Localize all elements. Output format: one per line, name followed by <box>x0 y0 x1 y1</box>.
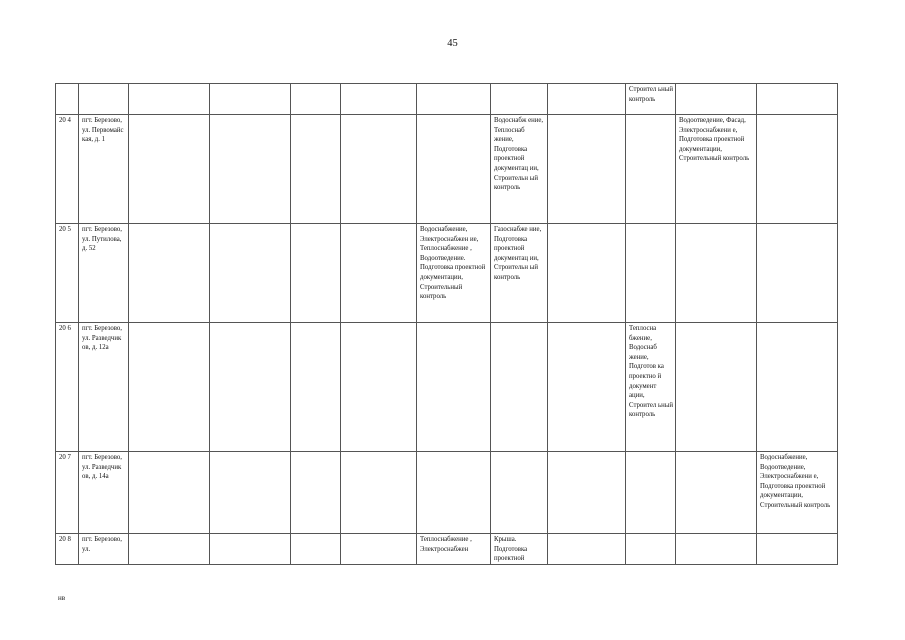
work-cell <box>291 224 341 323</box>
work-cell <box>548 115 626 224</box>
repair-schedule-table <box>55 83 838 565</box>
work-cell: Водоснабж ение, Теплоснаб жение, Подготовка проектной документац ии, Строительн ый контроль <box>491 115 548 224</box>
work-cell <box>210 224 291 323</box>
work-cell <box>417 84 491 115</box>
work-cell <box>676 224 757 323</box>
work-cell <box>341 534 417 565</box>
work-cell <box>341 224 417 323</box>
work-cell <box>291 452 341 534</box>
work-cell <box>210 84 291 115</box>
work-cell <box>676 452 757 534</box>
footer-mark: нв <box>58 594 66 602</box>
work-cell <box>626 534 676 565</box>
work-cell <box>757 115 838 224</box>
work-cell <box>417 323 491 452</box>
work-cell <box>626 115 676 224</box>
address-cell: пгт. Березово, ул. <box>79 534 129 565</box>
work-cell <box>757 224 838 323</box>
work-cell <box>626 452 676 534</box>
work-cell <box>491 84 548 115</box>
work-cell <box>676 534 757 565</box>
work-cell <box>291 534 341 565</box>
page-number: 45 <box>447 38 458 49</box>
work-cell <box>757 534 838 565</box>
work-cell <box>129 115 210 224</box>
address-cell: пгт. Березово, ул. Разведчик ов, д. 14а <box>79 452 129 534</box>
work-cell <box>626 224 676 323</box>
work-cell <box>548 534 626 565</box>
work-cell: Газоснабже ние, Подготовка проектной документац ии, Строительн ый контроль <box>491 224 548 323</box>
address-cell <box>79 84 129 115</box>
row-number-cell: 20 4 <box>56 115 79 224</box>
work-cell <box>291 84 341 115</box>
work-cell <box>341 452 417 534</box>
work-cell: Теплосна бжение, Водоснаб жение, Подготов ка проектно й документ ации, Строител ьный контроль <box>626 323 676 452</box>
work-cell <box>417 452 491 534</box>
work-cell <box>129 224 210 323</box>
work-cell: Водоснабжение, Электроснабжен ие, Теплоснабжение , Водоотведение. Подготовка проектной документации, Строительный контроль <box>417 224 491 323</box>
work-cell <box>129 84 210 115</box>
row-number-cell: 20 5 <box>56 224 79 323</box>
work-cell <box>341 115 417 224</box>
work-cell <box>341 84 417 115</box>
table-row <box>56 224 838 323</box>
work-cell: Строител ьный контроль <box>626 84 676 115</box>
work-cell: Крыша. Подготовка проектной <box>491 534 548 565</box>
work-cell: Водоотведение, Фасад, Электроснабжени е, Подготовка проектной документации, Строительный контроль <box>676 115 757 224</box>
work-cell <box>210 115 291 224</box>
table-row <box>56 534 838 565</box>
work-cell <box>291 115 341 224</box>
address-cell: пгт. Березово, ул. Путилова, д. 52 <box>79 224 129 323</box>
work-cell <box>548 452 626 534</box>
row-number-cell: 20 6 <box>56 323 79 452</box>
address-cell: пгт. Березово, ул. Первомайс кая, д. 1 <box>79 115 129 224</box>
address-cell: пгт. Березово, ул. Разведчик ов, д. 12а <box>79 323 129 452</box>
work-cell <box>210 452 291 534</box>
work-cell <box>291 323 341 452</box>
work-cell <box>491 452 548 534</box>
table-row <box>56 115 838 224</box>
table-row <box>56 84 838 115</box>
work-cell: Теплоснабжение , Электроснабжен <box>417 534 491 565</box>
work-cell <box>757 323 838 452</box>
work-cell <box>210 323 291 452</box>
row-number-cell: 20 8 <box>56 534 79 565</box>
work-cell <box>129 452 210 534</box>
work-cell <box>417 115 491 224</box>
work-cell <box>491 323 548 452</box>
row-number-cell <box>56 84 79 115</box>
work-cell: Водоснабжение, Водоотведение, Электроснабжени е, Подготовка проектной документации, Строительный контроль <box>757 452 838 534</box>
work-cell <box>757 84 838 115</box>
work-cell <box>548 323 626 452</box>
work-cell <box>548 84 626 115</box>
row-number-cell: 20 7 <box>56 452 79 534</box>
table-row <box>56 452 838 534</box>
work-cell <box>341 323 417 452</box>
work-cell <box>676 323 757 452</box>
work-cell <box>548 224 626 323</box>
table-row <box>56 323 838 452</box>
work-cell <box>676 84 757 115</box>
work-cell <box>129 534 210 565</box>
work-cell <box>129 323 210 452</box>
work-cell <box>210 534 291 565</box>
